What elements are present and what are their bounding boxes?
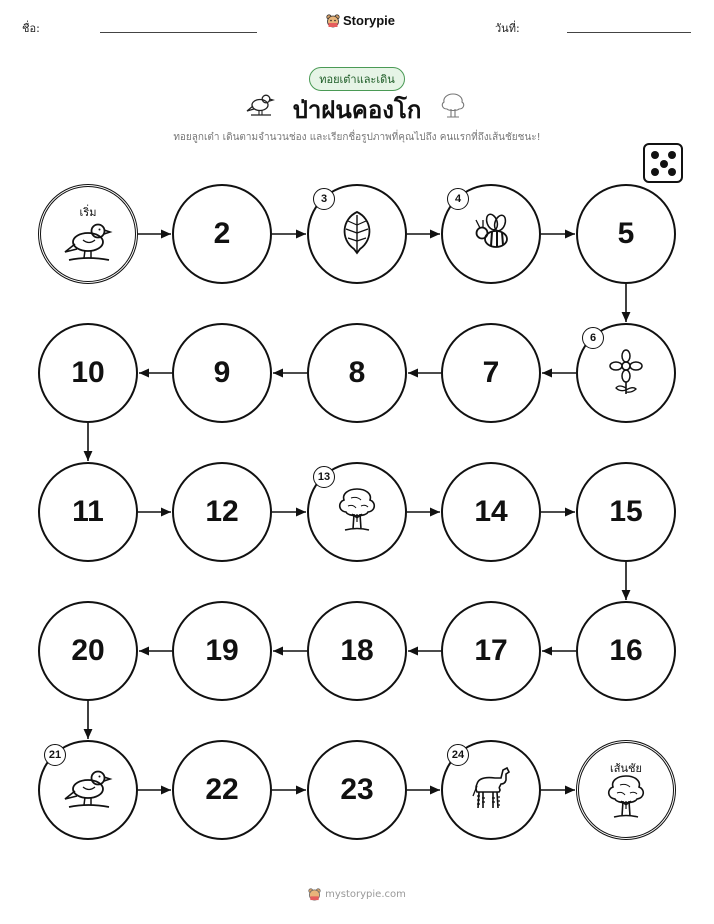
bee-icon [466,207,516,261]
board-cell-7[interactable] [441,323,541,423]
page-title: ป่าฝนคองโก [292,96,422,124]
cell-number: 19 [205,634,239,667]
cell-number: 15 [609,495,643,528]
board-cell-12[interactable] [172,462,272,562]
board-cell-3[interactable] [307,184,407,284]
cell-number-badge: 21 [44,744,66,766]
cell-number: 9 [213,356,231,389]
board-cell-24[interactable] [441,740,541,840]
cell-number: 8 [348,356,366,389]
board-cell-11[interactable] [38,462,138,562]
board-cell-9[interactable] [172,323,272,423]
okapi-icon [465,762,517,818]
flower-icon [601,346,651,400]
cell-number: 7 [482,356,500,389]
cell-number: 5 [617,217,635,250]
cell-number: 20 [71,634,105,667]
cell-number: 18 [340,634,374,667]
cell-number: 10 [71,356,105,389]
cell-number-badge: 13 [313,466,335,488]
cell-number-badge: 3 [313,188,335,210]
board-cell-17[interactable] [441,601,541,701]
footer [0,888,714,901]
bird-icon [61,214,115,272]
board-cell-23[interactable] [307,740,407,840]
tree-icon [331,484,383,540]
cell-number: 12 [205,495,239,528]
cell-number: 14 [474,495,508,528]
board-cell-6[interactable] [576,323,676,423]
footer-site: mystorypie.com [325,889,406,900]
date-label: วันที่: [495,22,520,35]
game-type-badge: ทอยเต๋าและเดิน [309,67,405,91]
cell-number-badge: 24 [447,744,469,766]
cell-number-badge: 6 [582,327,604,349]
storypie-bear-icon [308,888,321,901]
leaf-icon [332,207,382,261]
board-cell-21[interactable] [38,740,138,840]
name-label: ชื่อ: [22,22,40,35]
board-cell-18[interactable] [307,601,407,701]
bird-icon [61,761,115,819]
tree-icon [600,771,652,827]
board-cell-22[interactable] [172,740,272,840]
board-cell-2[interactable] [172,184,272,284]
board-cell-15[interactable] [576,462,676,562]
board-cell-16[interactable] [576,601,676,701]
board-cell-25[interactable] [576,740,676,840]
brand-name: Storypie [343,13,396,28]
cell-number: 11 [72,495,104,528]
board-cell-1[interactable] [38,184,138,284]
cell-number-badge: 4 [447,188,469,210]
board-cell-13[interactable] [307,462,407,562]
board-cell-14[interactable] [441,462,541,562]
board-cell-19[interactable] [172,601,272,701]
cell-number: 23 [340,773,374,806]
instructions-text: ทอยลูกเต๋า เดินตามจำนวนช่อง และเรียกชื่อรูปภาพที่คุณไปถึง คนแรกที่ถึงเส้นชัยชนะ! [173,132,541,143]
board-cell-10[interactable] [38,323,138,423]
cell-number: 2 [213,217,231,250]
cell-number: 22 [205,773,239,806]
board-cell-8[interactable] [307,323,407,423]
board-cell-4[interactable] [441,184,541,284]
cell-number: 17 [474,634,508,667]
cell-number: 16 [609,634,643,667]
board-cell-5[interactable] [576,184,676,284]
start-label: เริ่ม [79,206,97,219]
board-cell-20[interactable] [38,601,138,701]
finish-label: เส้นชัย [610,762,642,775]
